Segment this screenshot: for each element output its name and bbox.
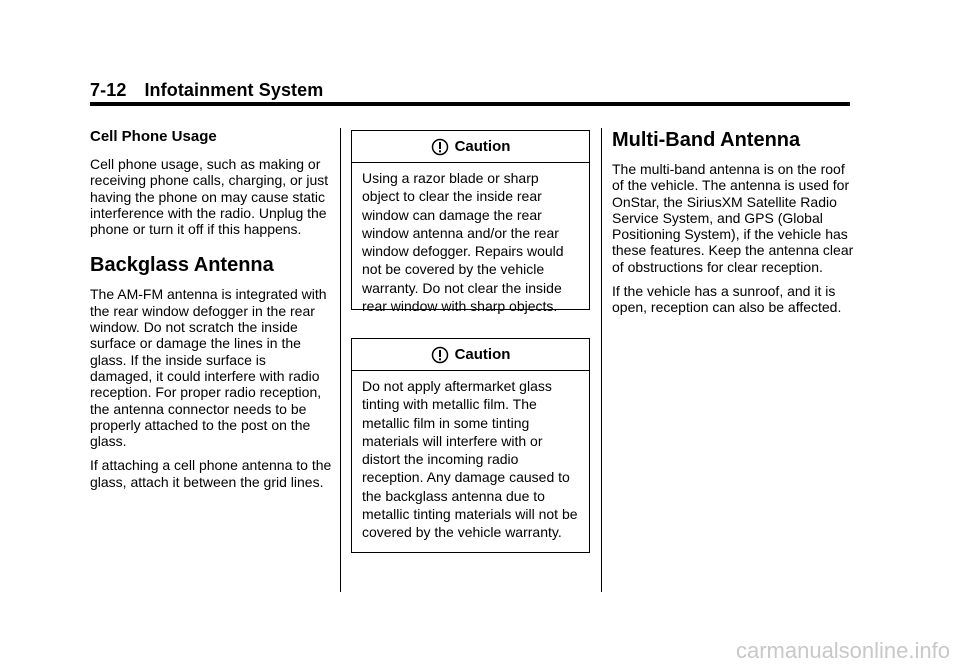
- column-divider-right: [601, 128, 602, 592]
- caution-icon: [431, 138, 449, 156]
- caution-title-1: Caution: [454, 138, 511, 155]
- caution-header-2: [352, 339, 589, 371]
- page-number: 7-12: [90, 80, 127, 100]
- watermark: carmanualsonline.info: [735, 638, 950, 663]
- multiband-para-1: The multi-band antenna is on the roof of the vehicle. The antenna is used for OnStar, the SiriusXM Satellite Radio Service System, and GPS (Global Positioning System), if the vehicle has these features. Keep the antenna clear of obstructions for clear reception.: [612, 161, 854, 275]
- caution-body-1: Using a razor blade or sharp object to clear the inside rear window can damage the rear window antenna and/or the rear window defogger. Repairs would not be covered by the vehicle warranty. Do not clear the inside rear window with sharp objects.: [362, 170, 564, 315]
- multiband-heading: Multi-Band Antenna: [612, 129, 801, 151]
- header-rule: [90, 102, 850, 106]
- backglass-heading: Backglass Antenna: [90, 254, 274, 277]
- caution-box-1: [351, 130, 590, 315]
- multiband-para-2: If the vehicle has a sunroof, and it is open, reception can also be affected.: [612, 283, 842, 316]
- section-title: Infotainment System: [144, 80, 324, 100]
- cell-phone-body: Cell phone usage, such as making or receiving phone calls, charging, or just having the phone on may cause static interference with the radio. Unplug the phone or turn it off if this happens.: [90, 156, 329, 238]
- caution-box-2: [351, 338, 590, 553]
- caution-header-1: [352, 131, 589, 163]
- caution-title-2: Caution: [454, 346, 511, 363]
- caution-body-2: Do not apply aftermarket glass tinting with metallic film. The metallic film in some tinting materials will interfere with or distort the incoming radio reception. Any damage caused to the backglass antenna due to metallic tinting materials will not be covered by the vehicle warranty.: [362, 378, 578, 541]
- left-column: [90, 128, 332, 498]
- column-divider-left: [340, 128, 341, 592]
- caution-icon: [431, 346, 449, 364]
- right-column: [612, 128, 854, 324]
- backglass-para-1: The AM-FM antenna is integrated with the rear window defogger in the rear window. Do not scratch the inside surface or damage the lines in the glass. If the inside surface is damaged, it could interfere with radio reception. For proper radio reception, the antenna connector needs to be properly attached to the post on the glass.: [90, 286, 327, 450]
- cell-phone-heading: Cell Phone Usage: [90, 128, 217, 145]
- backglass-para-2: If attaching a cell phone antenna to the glass, attach it between the grid lines.: [90, 457, 332, 490]
- page-header: [90, 80, 323, 101]
